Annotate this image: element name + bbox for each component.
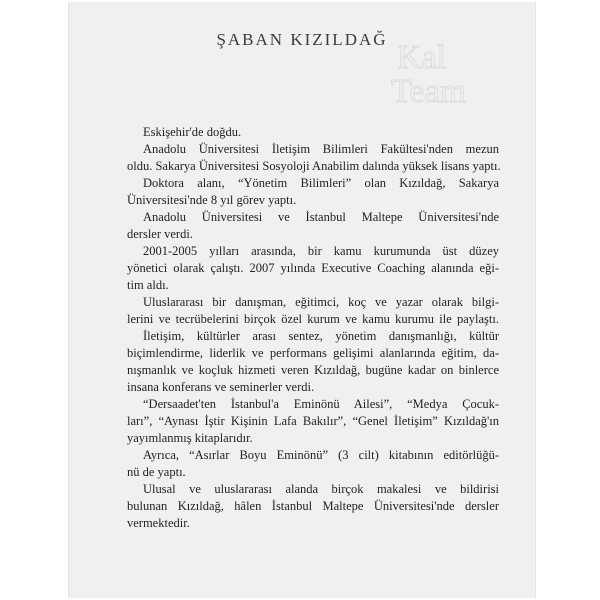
bio-line: yayımlanmış kitaplarıdır. <box>127 431 253 445</box>
svg-text:Team: Team <box>391 73 467 108</box>
bio-line: Uluslararası bir danışman, eğitimci, koç ve yazar olarak bilgi- <box>143 295 499 309</box>
bio-line: vermektedir. <box>127 516 190 530</box>
bio-line: Ayrıca, “Asırlar Boyu Eminönü” (3 cilt) kitabının editörlüğü- <box>143 448 499 462</box>
bio-line: İletişim, kültürler arası sentez, yönetim danışmanlığı, kültür <box>143 329 499 343</box>
svg-text:Kal: Kal <box>397 39 447 76</box>
book-page <box>68 2 536 598</box>
bio-line: bulunan Kızıldağ, hâlen İstanbul Maltepe Üniversitesi'nde dersler <box>127 499 499 513</box>
bio-line: oldu. Sakarya Üniversitesi Sosyoloji Anabilim dalında yüksek lisans yaptı. <box>127 159 501 173</box>
bio-line: “Dersaadet'ten İstanbul'a Eminönü Ailesi”, “Medya Çocuk- <box>143 397 499 411</box>
bio-line: 2001-2005 yılları arasında, bir kamu kurumunda üst düzey <box>143 244 499 258</box>
bio-line: lerini ve tecrübelerini birçok özel kurum ve kamu kurumu ile paylaştı. <box>127 312 499 326</box>
bio-line: nışmanlık ve koçluk hizmeti veren Kızıldağ, bugüne kadar on binlerce <box>127 363 499 377</box>
bio-line: Üniversitesi'nde 8 yıl görev yaptı. <box>127 193 297 207</box>
bio-line: Eskişehir'de doğdu. <box>143 125 242 139</box>
bio-line: insana konferans ve seminerler verdi. <box>127 380 315 394</box>
bio-line: tim aldı. <box>127 278 169 292</box>
bio-line: yönetici olarak çalıştı. 2007 yılında Executive Coaching alanında eği- <box>127 261 499 275</box>
bio-line: nü de yaptı. <box>127 465 186 479</box>
bio-line: biçimlendirme, liderlik ve performans gelişimi alanlarında eğitim, da- <box>127 346 499 360</box>
biography-text <box>127 124 499 532</box>
bio-line: Doktora alanı, “Yönetim Bilimleri” olan Kızıldağ, Sakarya <box>143 176 499 190</box>
author-name-heading: ŞABAN KIZILDAĞ <box>216 30 388 49</box>
bio-line: dersler verdi. <box>127 227 193 241</box>
bio-line: ları”, “Aynası İştir Kişinin Lafa Bakılır”, “Genel İletişim” Kızıldağ'ın <box>127 414 499 428</box>
bio-line: Anadolu Üniversitesi İletişim Bilimleri Fakültesi'nden mezun <box>143 142 499 156</box>
bio-line: Anadolu Üniversitesi ve İstanbul Maltepe Üniversitesi'nde <box>143 210 499 224</box>
bio-line: Ulusal ve uluslararası alanda birçok makalesi ve bildirisi <box>143 482 499 496</box>
